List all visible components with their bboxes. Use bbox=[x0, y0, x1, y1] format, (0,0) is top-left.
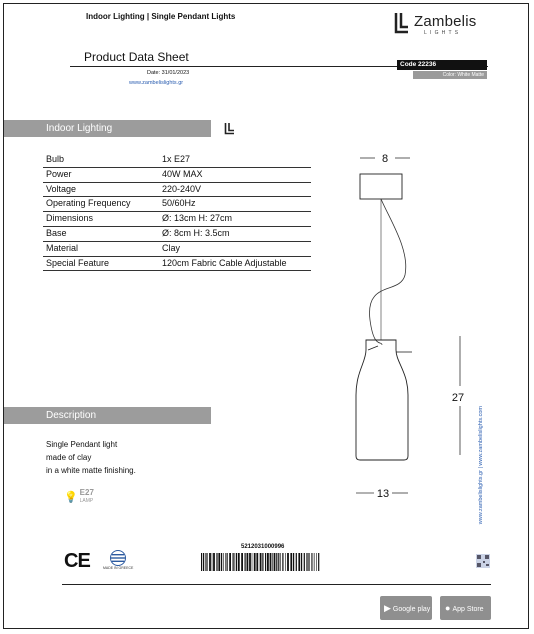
spec-key: Power bbox=[43, 167, 159, 182]
spec-row bbox=[43, 212, 311, 227]
spec-row bbox=[43, 153, 311, 167]
barcode-bar bbox=[316, 553, 317, 571]
play-icon: ▶ bbox=[384, 603, 391, 613]
barcode-bar bbox=[276, 553, 277, 571]
description-line: made of clay bbox=[46, 453, 92, 462]
description-line: in a white matte finishing. bbox=[46, 466, 136, 475]
spec-row bbox=[43, 241, 311, 256]
barcode-graphic bbox=[201, 553, 321, 571]
description-text bbox=[46, 438, 136, 477]
barcode-bar bbox=[236, 553, 237, 571]
spec-value: 120cm Fabric Cable Adjustable bbox=[159, 256, 311, 271]
bulb-icon: 💡 bbox=[64, 491, 78, 504]
barcode-bar bbox=[201, 553, 202, 571]
barcode-bar bbox=[313, 553, 314, 571]
fabric-cable bbox=[370, 199, 406, 345]
barcode-bar bbox=[229, 553, 231, 571]
barcode-bar bbox=[249, 553, 251, 571]
spec-value: 40W MAX bbox=[159, 167, 311, 182]
barcode-bar bbox=[318, 553, 319, 571]
barcode-bar bbox=[238, 553, 240, 571]
description-line: Single Pendant light bbox=[46, 440, 118, 449]
spec-value: 220-240V bbox=[159, 182, 311, 197]
website-link[interactable]: www.zambelislights.gr bbox=[129, 80, 184, 86]
apple-icon: ● bbox=[445, 603, 451, 613]
barcode-bar bbox=[274, 553, 276, 571]
product-color: Color: White Matte bbox=[413, 71, 487, 79]
spec-key: Operating Frequency bbox=[43, 197, 159, 212]
barcode-bar bbox=[256, 553, 258, 571]
lamp-type: E27 bbox=[79, 488, 94, 497]
section-indoor-lighting: Indoor Lighting bbox=[4, 120, 211, 137]
barcode-bar bbox=[296, 553, 297, 571]
brand-mark-icon bbox=[224, 122, 235, 135]
lamp-label: LAMP bbox=[79, 498, 94, 504]
brand-logo-icon bbox=[394, 12, 410, 34]
height-dimension-label: 27 bbox=[451, 392, 465, 404]
barcode-bar bbox=[235, 553, 236, 571]
barcode-bar bbox=[282, 553, 283, 571]
barcode-bar bbox=[254, 553, 256, 571]
barcode-bar bbox=[205, 553, 206, 571]
barcode-number: 5212031000996 bbox=[241, 544, 285, 550]
product-drawing bbox=[350, 150, 475, 510]
barcode-bar bbox=[298, 553, 300, 571]
qr-code-icon bbox=[476, 554, 490, 568]
spec-key: Base bbox=[43, 226, 159, 241]
barcode-bar bbox=[245, 553, 246, 571]
google-play-label: Google play bbox=[392, 606, 431, 613]
barcode-bar bbox=[280, 553, 281, 571]
barcode-bar bbox=[209, 553, 211, 571]
barcode-bar bbox=[306, 553, 307, 571]
barcode-bar bbox=[212, 553, 213, 571]
product-code: Code 22236 bbox=[397, 60, 487, 70]
barcode-bar bbox=[270, 553, 272, 571]
barcode-bar bbox=[304, 553, 305, 571]
side-website-link[interactable]: www.zambelislights.gr | www.zambelislights.com bbox=[478, 406, 484, 525]
barcode-bar bbox=[252, 553, 253, 571]
barcode-bar bbox=[293, 553, 294, 571]
spec-value: 1x E27 bbox=[159, 153, 311, 167]
spec-value: Ø: 13cm H: 27cm bbox=[159, 212, 311, 227]
barcode-bar bbox=[223, 553, 224, 571]
app-store-button[interactable] bbox=[440, 596, 491, 620]
spec-key: Bulb bbox=[43, 153, 159, 167]
spec-row bbox=[43, 167, 311, 182]
doc-date: Date: 31/01/2023 bbox=[147, 70, 190, 76]
barcode-bar bbox=[203, 553, 204, 571]
barcode-bar bbox=[206, 553, 207, 571]
base-dimension-label: 8 bbox=[381, 153, 389, 165]
section-description: Description bbox=[4, 407, 211, 424]
barcode-bar bbox=[287, 553, 289, 571]
width-dimension-label: 13 bbox=[376, 488, 390, 500]
spec-row bbox=[43, 197, 311, 212]
spec-row bbox=[43, 226, 311, 241]
doc-title: Product Data Sheet bbox=[84, 50, 189, 64]
barcode-bar bbox=[265, 553, 266, 571]
barcode-bar bbox=[311, 553, 312, 571]
footer-divider bbox=[62, 584, 491, 585]
barcode-bar bbox=[221, 553, 222, 571]
google-play-button[interactable] bbox=[380, 596, 432, 620]
barcode-bar bbox=[290, 553, 292, 571]
category-title: Indoor Lighting | Single Pendant Lights bbox=[86, 12, 236, 21]
barcode-bar bbox=[247, 553, 249, 571]
canopy-base bbox=[360, 174, 402, 199]
barcode-bar bbox=[272, 553, 273, 571]
barcode-bar bbox=[213, 553, 215, 571]
ce-mark: CE bbox=[64, 550, 90, 572]
barcode-bar bbox=[267, 553, 269, 571]
lamp-badge bbox=[64, 489, 94, 505]
barcode-bar bbox=[285, 553, 286, 571]
spec-table bbox=[43, 153, 311, 271]
spec-row bbox=[43, 182, 311, 197]
barcode-bar bbox=[227, 553, 228, 571]
barcode-bar bbox=[241, 553, 243, 571]
greek-flag-icon bbox=[110, 550, 126, 566]
barcode-bar bbox=[225, 553, 226, 571]
barcode-bar bbox=[218, 553, 220, 571]
brand-subtitle: LIGHTS bbox=[424, 30, 462, 36]
spec-key: Dimensions bbox=[43, 212, 159, 227]
barcode-bar bbox=[216, 553, 217, 571]
spec-value: 50/60Hz bbox=[159, 197, 311, 212]
barcode-bar bbox=[278, 553, 279, 571]
spec-key: Material bbox=[43, 241, 159, 256]
spec-value: Ø: 8cm H: 3.5cm bbox=[159, 226, 311, 241]
barcode-bar bbox=[301, 553, 302, 571]
brand-name: Zambelis bbox=[414, 13, 477, 30]
clay-shade bbox=[356, 340, 408, 460]
barcode-bar bbox=[308, 553, 309, 571]
spec-key: Special Feature bbox=[43, 256, 159, 271]
spec-key: Voltage bbox=[43, 182, 159, 197]
spec-row bbox=[43, 256, 311, 271]
spec-value: Clay bbox=[159, 241, 311, 256]
barcode-bar bbox=[314, 553, 315, 571]
barcode-bar bbox=[262, 553, 263, 571]
barcode-bar bbox=[233, 553, 234, 571]
made-in-label: MADE IN GREECE bbox=[103, 566, 134, 570]
barcode-bar bbox=[260, 553, 262, 571]
app-store-label: App Store bbox=[452, 606, 484, 613]
